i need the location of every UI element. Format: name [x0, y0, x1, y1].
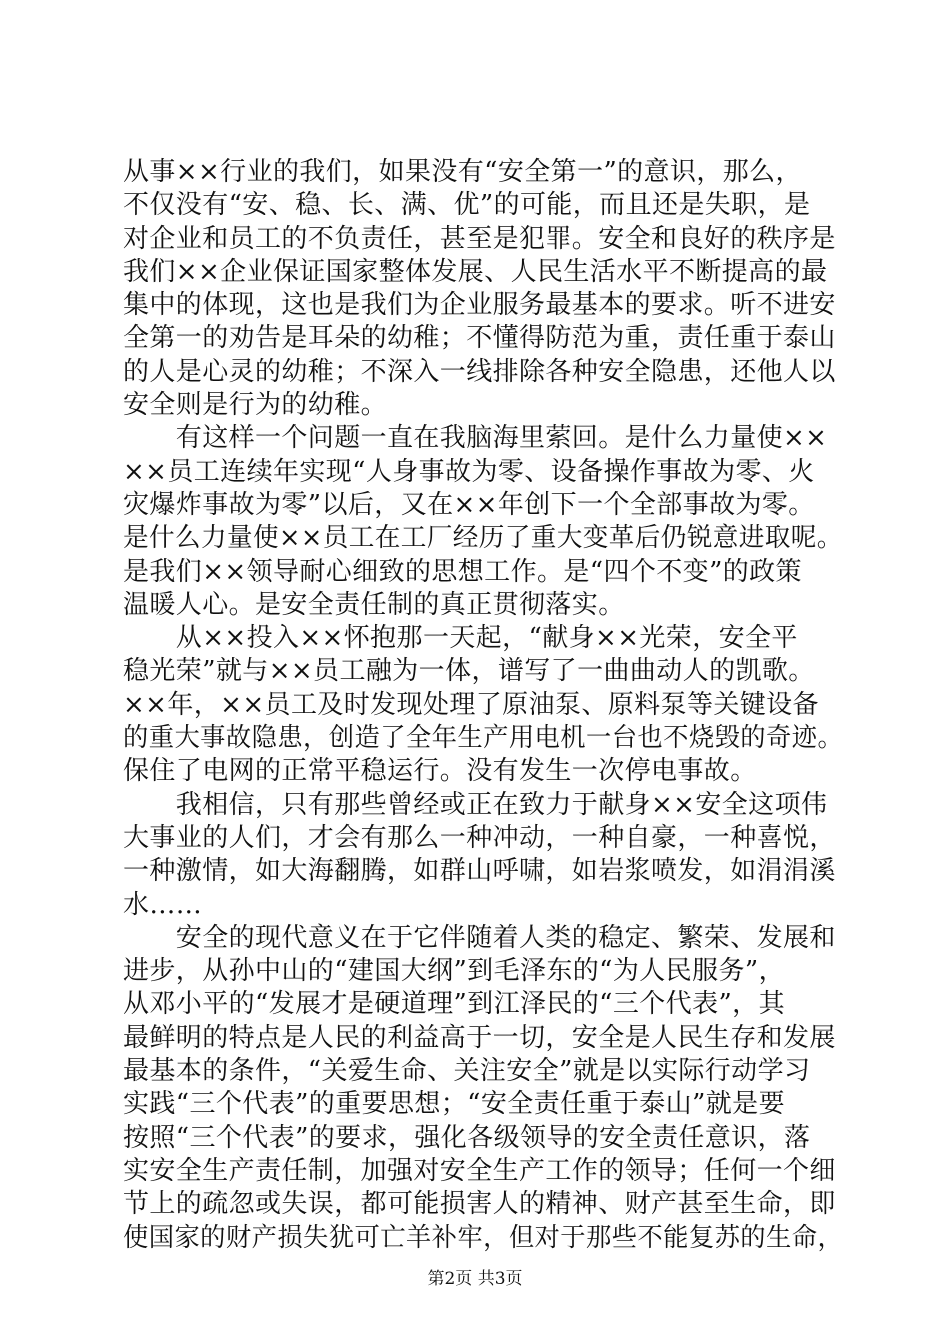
text-line: 对企业和员工的不负责任，甚至是犯罪。安全和良好的秩序是 — [123, 223, 836, 254]
text-line: 是什么力量使××员工在工厂经历了重大变革后仍锐意进取呢。 — [123, 523, 843, 554]
text-line: 进步，从孙中山的“建国大纲”到毛泽东的“为人民服务”， — [123, 956, 785, 987]
text-line: 全第一的劝告是耳朵的幼稚；不懂得防范为重，责任重于泰山 — [123, 323, 836, 354]
text-line: 水…… — [123, 889, 203, 920]
text-line: 使国家的财产损失犹可亡羊补牢，但对于那些不能复苏的生命， — [123, 1222, 844, 1253]
document-body — [123, 156, 843, 1255]
text-line: ××年，××员工及时发现处理了原油泵、原料泵等关键设备 — [123, 689, 819, 720]
text-line: 大事业的人们，才会有那么一种冲动，一种自豪，一种喜悦， — [123, 822, 836, 853]
text-line: 从××投入××怀抱那一天起，“献身××光荣，安全平 — [123, 623, 798, 654]
text-line: 集中的体现，这也是我们为企业服务最基本的要求。听不进安 — [123, 290, 836, 321]
text-line: 稳光荣”就与××员工融为一体，谱写了一曲曲动人的凯歌。 — [123, 656, 815, 687]
text-line: 从事××行业的我们，如果没有“安全第一”的意识，那么， — [123, 157, 802, 187]
text-line: 灾爆炸事故为零”以后，又在××年创下一个全部事故为零。 — [123, 489, 815, 520]
text-line: 的人是心灵的幼稚；不深入一线排除各种安全隐患，还他人以 — [123, 356, 836, 387]
text-line: 保住了电网的正常平稳运行。没有发生一次停电事故。 — [123, 756, 757, 787]
text-line: ××员工连续年实现“人身事故为零、设备操作事故为零、火 — [123, 456, 815, 487]
text-line: 实安全生产责任制，加强对安全生产工作的领导；任何一个细 — [123, 1155, 836, 1186]
text-line: 从邓小平的“发展才是硬道理”到江泽民的“三个代表”，其 — [123, 989, 785, 1020]
text-line: 安全的现代意义在于它伴随着人类的稳定、繁荣、发展和 — [123, 922, 836, 953]
text-line: 节上的疏忽或失误，都可能损害人的精神、财产甚至生命，即 — [123, 1189, 836, 1220]
text-line: 实践“三个代表”的重要思想；“安全责任重于泰山”就是要 — [123, 1089, 785, 1120]
text-line: 的重大事故隐患，创造了全年生产用电机一台也不烧毁的奇迹。 — [123, 723, 844, 754]
text-line: 安全则是行为的幼稚。 — [123, 390, 388, 421]
text-line: 我们××企业保证国家整体发展、人民生活水平不断提高的最 — [123, 256, 828, 287]
text-line: 我相信，只有那些曾经或正在致力于献身××安全这项伟 — [123, 789, 828, 820]
text-line: 最鲜明的特点是人民的利益高于一切，安全是人民生存和发展 — [123, 1022, 836, 1053]
text-line: 温暖人心。是安全责任制的真正贯彻落实。 — [123, 589, 625, 620]
text-line: 最基本的条件，“关爱生命、关注安全”就是以实际行动学习 — [123, 1056, 811, 1087]
text-line: 按照“三个代表”的要求，强化各级领导的安全责任意识，落 — [123, 1122, 811, 1153]
text-line: 不仅没有“安、稳、长、满、优”的可能，而且还是失职，是 — [123, 190, 811, 221]
text-line: 有这样一个问题一直在我脑海里萦回。是什么力量使×× — [123, 423, 828, 454]
page-footer: 第2页 共3页 — [427, 1269, 523, 1289]
text-line: 是我们××领导耐心细致的思想工作。是“四个不变”的政策 — [123, 556, 802, 587]
text-line: 一种激情，如大海翻腾，如群山呼啸，如岩浆喷发，如涓涓溪 — [123, 856, 836, 887]
